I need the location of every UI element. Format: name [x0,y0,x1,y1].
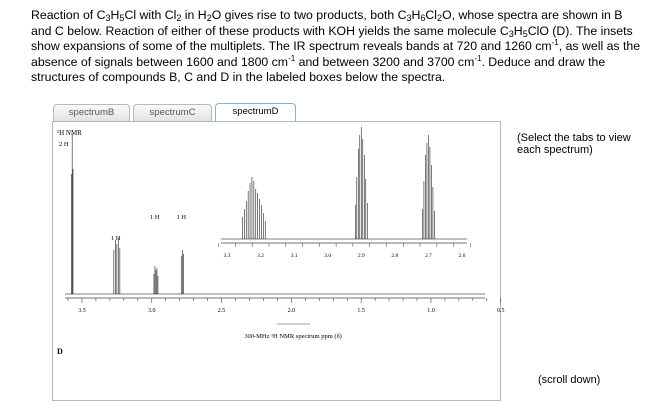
main-axis [65,294,505,324]
axis-tick-label: 1.0 [427,308,435,314]
tab-spectrum-c[interactable]: spectrumC [133,104,212,121]
nmr-label: ¹H NMR [57,129,82,137]
inset-tick-label: 2.8 [391,253,399,259]
axis-tick-label: 2.0 [287,308,296,314]
inset-tick-label: 2.9 [357,253,365,259]
axis-tick-label: 1.5 [357,308,365,314]
scroll-note: (scroll down) [538,374,601,386]
integration-label: 1 H [176,214,187,221]
question-text: Reaction of $C_3H_5Cl$ with $Cl_2$ in $H_2O$ gives rise to two products, both $C_3H_6Cl_2O$, whose spectra are shown in B and C below. Reaction of either of these products with KOH yields the same molecule $C_3H_5ClO$ (D). The insets show expansions of some of the multiplets. The IR spectrum reveals bands at 720 and 1260 $cm^{-1}$, as well as the absence of signals between 1600 and 1800 $cm^{-1}$ and between 3200 and 3700 $cm^{-1}$. Deduce and draw the structures of compounds B, C and D in the labeled boxes below the spectra. [31,8,641,85]
axis-tick-label: 3.5 [78,308,86,314]
axis-label: 300-MHz ¹H NMR spectrum ppm (δ) [244,333,342,340]
integration-label: 2 H [59,141,69,148]
integration-label: 1 H [110,235,121,242]
inset-expansion [219,239,471,259]
tab-spectrum-d[interactable]: spectrumD [215,103,296,122]
axis-tick-label: 0.5 [497,308,505,314]
inset-tick-label: 2.6 [458,253,466,259]
inset-tick-label: 3.3 [223,253,231,259]
spectrum-peaks [71,127,434,294]
compound-label: D [57,347,63,356]
spectrum-panel [52,121,505,401]
inset-tick-label: 3.2 [257,253,265,259]
axis-tick-label: 3.0 [148,308,156,314]
integration-label: 1 H [149,214,160,221]
tab-spectrum-b[interactable]: spectrumB [53,104,130,121]
inset-tick-label: 3.0 [324,253,332,259]
inset-tick-label: 3.1 [290,253,298,259]
integration-labels [59,141,186,242]
select-tabs-note: (Select the tabs to view each spectrum) [517,132,631,156]
nmr-spectrum [53,122,505,400]
inset-tick-label: 2.7 [424,253,432,259]
axis-tick-label: 2.5 [217,308,226,314]
